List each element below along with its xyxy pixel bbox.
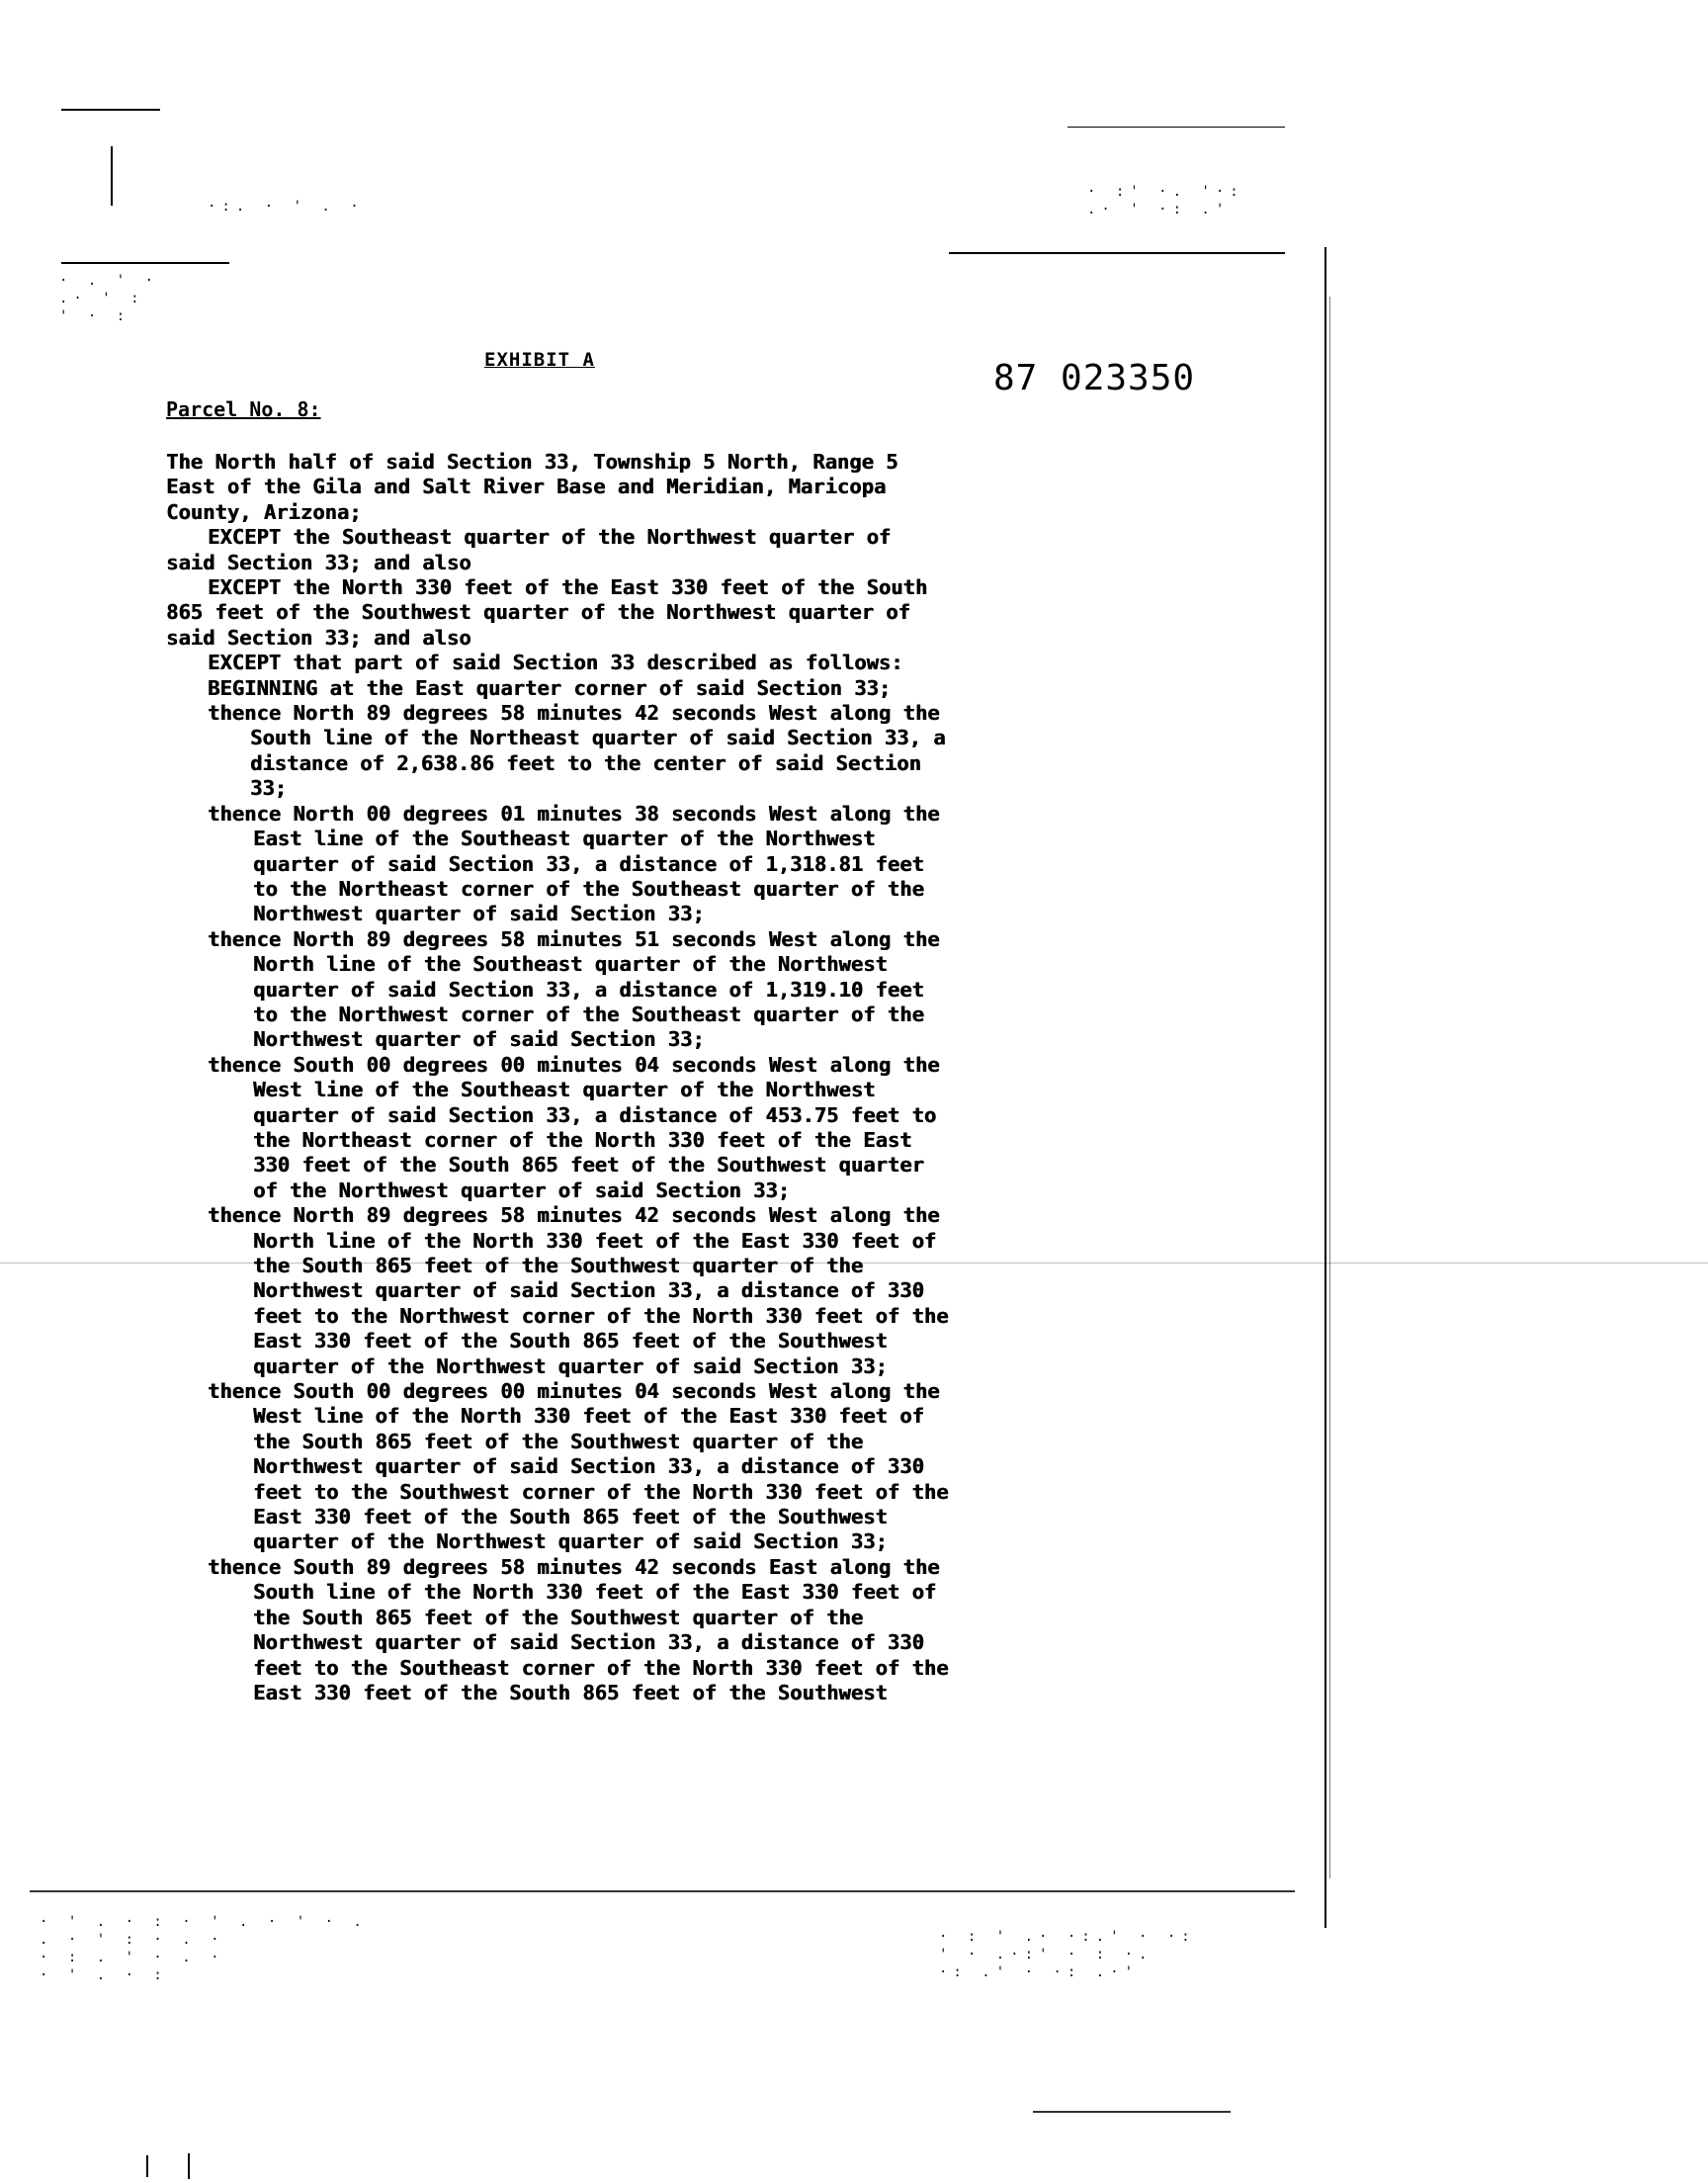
body-line: feet to the Southeast corner of the North 330 feet of the xyxy=(253,1655,949,1680)
body-line: 865 feet of the Southwest quarter of the Northwest quarter of xyxy=(166,600,910,625)
body-line: EXCEPT the North 330 feet of the East 330 feet of the South xyxy=(208,575,928,600)
body-line: thence South 89 degrees 58 minutes 42 seconds East along the xyxy=(208,1554,940,1579)
body-line: 33; xyxy=(250,776,288,801)
scan-footer-rule-2 xyxy=(1033,2111,1231,2113)
body-line: quarter of said Section 33, a distance of 1,319.10 feet xyxy=(253,977,924,1002)
body-line: EXCEPT the Southeast quarter of the Northwest quarter of xyxy=(208,525,892,550)
body-line: East 330 feet of the South 865 feet of the Southwest xyxy=(253,1329,888,1353)
body-line: said Section 33; and also xyxy=(166,625,471,650)
scan-header-rule xyxy=(61,262,229,264)
body-line: The North half of said Section 33, Township 5 North, Range 5 xyxy=(166,450,898,474)
body-line: Northwest quarter of said Section 33; xyxy=(253,1027,705,1052)
body-line: quarter of said Section 33, a distance of 453.75 feet to xyxy=(253,1102,937,1127)
body-line: the South 865 feet of the Southwest quarter of the xyxy=(253,1254,864,1277)
body-line: EXCEPT that part of said Section 33 described as follows: xyxy=(208,651,903,675)
body-line: quarter of the Northwest quarter of said Section 33; xyxy=(253,1353,888,1378)
body-line: thence North 89 degrees 58 minutes 42 seconds West along the xyxy=(208,701,940,726)
body-line: East of the Gila and Salt River Base and Meridian, Maricopa xyxy=(166,475,887,499)
body-line: thence South 00 degrees 00 minutes 04 seconds West along the xyxy=(208,1052,940,1077)
body-line: Northwest quarter of said Section 33, a distance of 330 xyxy=(253,1630,924,1655)
body-line: said Section 33; and also xyxy=(166,550,471,574)
body-line: North line of the North 330 feet of the East 330 feet of xyxy=(253,1228,937,1253)
body-line: County, Arizona; xyxy=(166,499,362,524)
scan-speckle-top-right: · :' ·. '·: .· ' ·: .' xyxy=(1087,184,1244,218)
scan-right-border-2 xyxy=(1329,297,1330,1878)
body-line: Northwest quarter of said Section 33; xyxy=(253,902,705,926)
body-line: West line of the Southeast quarter of the Northwest xyxy=(253,1078,876,1102)
scan-footer-rule xyxy=(30,1890,1295,1892)
body-line: Northwest quarter of said Section 33, a distance of 330 xyxy=(253,1278,924,1303)
body-line: feet to the Southwest corner of the North 330 feet of the xyxy=(253,1479,949,1504)
body-line: the South 865 feet of the Southwest quarter of the xyxy=(253,1605,864,1629)
body-line: Northwest quarter of said Section 33, a distance of 330 xyxy=(253,1454,924,1479)
body-line: the South 865 feet of the Southwest quarter of the xyxy=(253,1429,864,1453)
body-line: South line of the North 330 feet of the East 330 feet of xyxy=(253,1580,937,1605)
body-line: thence North 89 degrees 58 minutes 51 seconds West along the xyxy=(208,926,940,951)
body-line: East 330 feet of the South 865 feet of the Southwest xyxy=(253,1680,888,1704)
body-line: distance of 2,638.86 feet to the center of said Section xyxy=(250,750,921,775)
body-line: South line of the Northeast quarter of said Section 33, a xyxy=(250,726,946,750)
body-line: North line of the Southeast quarter of the Northwest xyxy=(253,952,888,977)
exhibit-title: EXHIBIT A xyxy=(484,349,595,371)
body-line: of the Northwest quarter of said Section 33; xyxy=(253,1178,791,1202)
scan-right-border xyxy=(1324,247,1326,1928)
body-line: East 330 feet of the South 865 feet of the Southwest xyxy=(253,1505,888,1529)
scan-footer-tick-2 xyxy=(188,2153,190,2179)
scan-speckle-top-mid: ·:. · ' . · xyxy=(208,199,365,215)
scan-speckle-bottom-left: · ' . · : · ' . · ' · . . · ' : · . · · : . ' · . · · ' . · : xyxy=(40,1914,368,1983)
scan-header-rule-right xyxy=(949,252,1285,254)
body-line: thence North 89 degrees 58 minutes 42 seconds West along the xyxy=(208,1203,940,1228)
body-line: thence South 00 degrees 00 minutes 04 seconds West along the xyxy=(208,1379,940,1404)
scan-speckle-bottom-right: · : ' .· ·:.' · ·: ' · .·:' · : ·. ·: .' · ·: .·' xyxy=(939,1929,1196,1980)
body-line: to the Northeast corner of the Southeast quarter of the xyxy=(253,876,924,901)
body-line: quarter of said Section 33, a distance of 1,318.81 feet xyxy=(253,851,924,876)
body-line: the Northeast corner of the North 330 feet of the East xyxy=(253,1127,912,1152)
body-line: quarter of the Northwest quarter of said Section 33; xyxy=(253,1529,888,1554)
body-line: East line of the Southeast quarter of the Northwest xyxy=(253,827,876,851)
scan-top-rule-right xyxy=(1068,127,1285,128)
body-line: to the Northwest corner of the Southeast quarter of the xyxy=(253,1002,924,1026)
scan-left-tick xyxy=(111,146,113,206)
document-number: 87 023350 xyxy=(993,358,1196,398)
legal-description xyxy=(166,450,1154,1705)
parcel-heading: Parcel No. 8: xyxy=(166,397,321,421)
body-line: 330 feet of the South 865 feet of the Southwest quarter xyxy=(253,1153,924,1178)
scan-footer-tick xyxy=(146,2155,148,2177)
body-line: West line of the North 330 feet of the East 330 feet of xyxy=(253,1404,924,1429)
body-line: thence North 00 degrees 01 minutes 38 seconds West along the xyxy=(208,801,940,826)
scan-speckle-top-left: · . ' · .· ' : ' · : xyxy=(59,273,160,324)
body-line: feet to the Northwest corner of the North 330 feet of the xyxy=(253,1303,949,1328)
scan-top-rule xyxy=(61,109,160,111)
body-line: BEGINNING at the East quarter corner of said Section 33; xyxy=(208,675,892,700)
